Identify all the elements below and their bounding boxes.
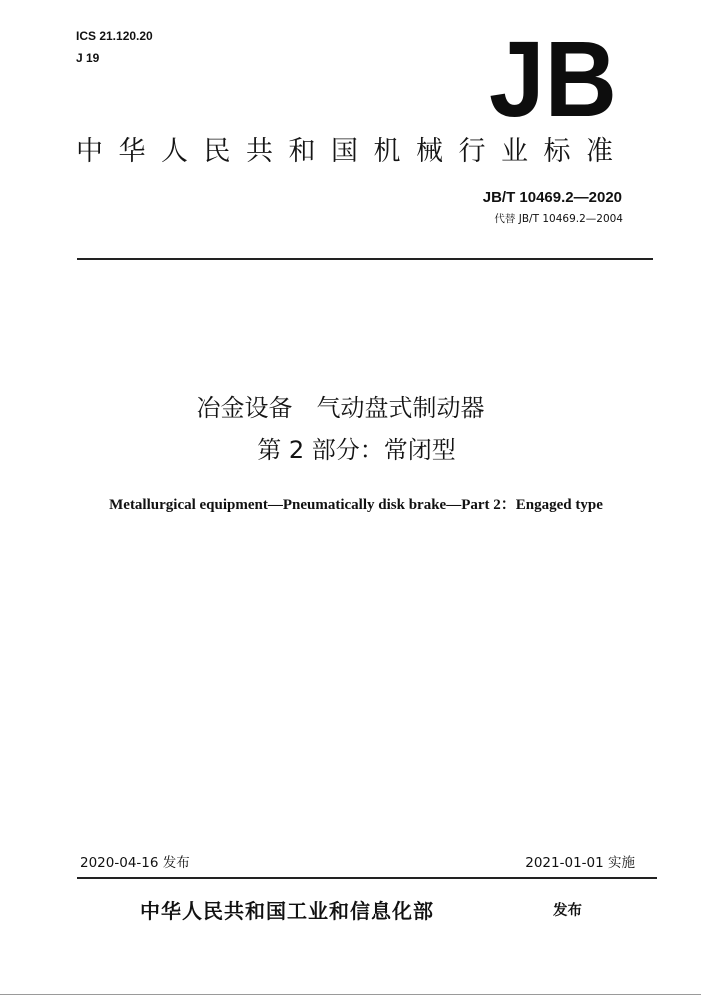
implementation-date: 2021-01-01 实施: [525, 855, 635, 871]
industry-standard-title: 中华人民共和国机械行业标准: [76, 136, 629, 167]
replaces-standard: 代替 JB/T 10469.2—2004: [494, 213, 623, 225]
standard-number-text: JB/T 10469.2—2020: [482, 189, 622, 206]
jb-logo: [486, 28, 620, 128]
jb-logo-text: JB: [489, 28, 617, 128]
ics-code: ICS 21.120.20: [76, 29, 153, 43]
ccs-code: J 19: [76, 51, 100, 65]
top-divider: [77, 258, 653, 260]
scan-edge-line: [0, 994, 701, 995]
title-cn-line1: 冶金设备 气动盘式制动器: [196, 394, 485, 422]
issuing-authority: 中华人民共和国工业和信息化部: [140, 899, 434, 923]
issue-date: 2020-04-16 发布: [80, 855, 190, 871]
title-cn-line2: 第 2 部分：常闭型: [257, 436, 456, 464]
title-en: Metallurgical equipment—Pneumatically disk brake—Part 2：Engaged type: [109, 497, 603, 513]
standard-number: [483, 189, 622, 207]
bottom-divider: [77, 877, 657, 879]
issuing-suffix: 发布: [553, 903, 582, 919]
